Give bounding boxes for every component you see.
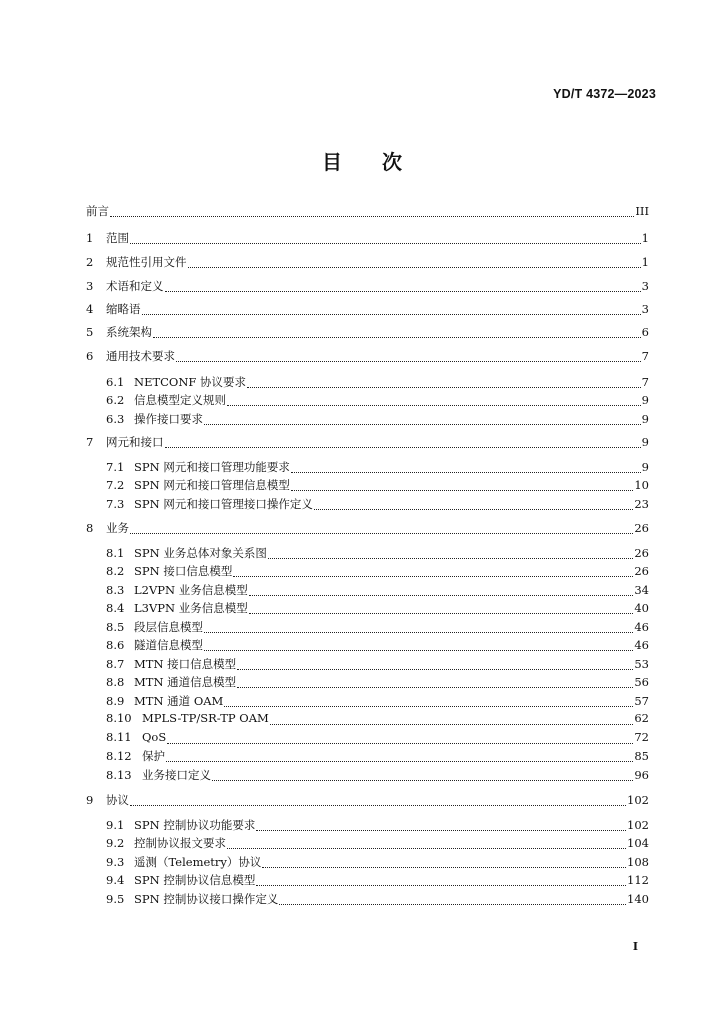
toc-entry-title: 缩略语	[106, 302, 141, 316]
toc-entry-number: 8.11	[106, 730, 132, 744]
toc-entry[interactable]	[106, 854, 649, 872]
toc-leader-dots	[130, 532, 633, 534]
toc-entry-title: 范围	[106, 231, 129, 245]
toc-entry-number: 7.3	[106, 497, 125, 511]
toc-entry-number: 9	[86, 793, 94, 807]
toc-entry-title: SPN 网元和接口管理功能要求	[134, 460, 290, 474]
toc-entry[interactable]	[106, 374, 649, 392]
toc-entry-page: 46	[634, 638, 649, 652]
toc-entry-title: 业务接口定义	[142, 768, 211, 782]
toc-entry-number: 6	[86, 349, 94, 363]
toc-entry[interactable]	[106, 392, 649, 410]
toc-leader-dots	[314, 508, 634, 510]
toc-entry-number: 8.8	[106, 675, 125, 689]
toc-leader-dots	[204, 423, 641, 425]
toc-entry-title: 术语和定义	[106, 279, 164, 293]
toc-entry-title: SPN 控制协议接口操作定义	[134, 892, 279, 906]
toc-leader-dots	[279, 903, 626, 905]
toc-entry-title: L3VPN 业务信息模型	[134, 601, 248, 615]
toc-leader-dots	[247, 386, 641, 388]
toc-entry-number: 8.12	[106, 749, 132, 763]
toc-leader-dots	[227, 847, 626, 849]
toc-entry[interactable]	[106, 637, 649, 655]
toc-entry-page: 46	[634, 620, 649, 634]
toc-entry[interactable]	[106, 872, 649, 890]
toc-entry-title: 规范性引用文件	[106, 255, 187, 269]
toc-entry-number: 8.10	[106, 711, 132, 725]
toc-entry[interactable]	[106, 891, 649, 909]
toc-entry[interactable]	[86, 203, 649, 221]
toc-entry[interactable]	[106, 496, 649, 514]
toc-entry-page: 56	[634, 675, 649, 689]
toc-entry-title: SPN 网元和接口管理接口操作定义	[134, 497, 313, 511]
toc-entry-page: 53	[634, 657, 649, 671]
toc-entry[interactable]	[86, 278, 649, 296]
toc-leader-dots	[110, 215, 634, 217]
toc-entry-title: 控制协议报文要求	[134, 836, 226, 850]
toc-entry-number: 9.4	[106, 873, 125, 887]
toc-entry-page: 9	[641, 393, 649, 407]
toc-entry-page: 57	[634, 694, 649, 708]
toc-entry[interactable]	[86, 254, 649, 272]
toc-entry-number: 8.4	[106, 601, 125, 615]
toc-entry-page: 26	[634, 546, 649, 560]
toc-entry-page: 9	[641, 412, 649, 426]
toc-entry-title: 信息模型定义规则	[134, 393, 226, 407]
toc-entry[interactable]	[86, 301, 649, 319]
toc-entry[interactable]	[86, 230, 649, 248]
standard-code: YD/T 4372—2023	[553, 87, 656, 101]
toc-leader-dots	[227, 404, 641, 406]
toc-entry-page: 112	[627, 873, 649, 887]
toc-entry-page: 23	[634, 497, 649, 511]
toc-entry-number: 8.1	[106, 546, 125, 560]
toc-entry-title: 遥测（Telemetry）协议	[134, 855, 262, 869]
toc-entry[interactable]	[86, 520, 649, 538]
toc-entry[interactable]	[106, 748, 649, 766]
toc-entry-title: SPN 网元和接口管理信息模型	[134, 478, 290, 492]
toc-entry-title: 保护	[142, 749, 165, 763]
toc-entry-number: 8.6	[106, 638, 125, 652]
toc-entry-title: 隧道信息模型	[134, 638, 203, 652]
toc-leader-dots	[249, 594, 634, 596]
toc-entry[interactable]	[106, 563, 649, 581]
toc-entry-title: 操作接口要求	[134, 412, 203, 426]
toc-entry-number: 6.1	[106, 375, 125, 389]
toc-entry-page: 10	[634, 478, 649, 492]
toc-entry[interactable]	[106, 545, 649, 563]
toc-leader-dots	[237, 668, 633, 670]
toc-entry-title: L2VPN 业务信息模型	[134, 583, 248, 597]
toc-entry-number: 8.7	[106, 657, 125, 671]
toc-entry-page: 3	[641, 279, 649, 293]
toc-entry-title: SPN 控制协议信息模型	[134, 873, 256, 887]
toc-entry-number: 7	[86, 435, 94, 449]
toc-entry[interactable]	[106, 619, 649, 637]
toc-leader-dots	[256, 829, 626, 831]
toc-entry-number: 9.2	[106, 836, 125, 850]
toc-entry-number: 8.13	[106, 768, 132, 782]
toc-entry-title: NETCONF 协议要求	[134, 375, 247, 389]
toc-entry-page: 34	[634, 583, 649, 597]
toc-leader-dots	[262, 866, 626, 868]
toc-entry-number: 8.9	[106, 694, 125, 708]
toc-entry[interactable]	[106, 730, 649, 748]
page-number: I	[632, 940, 638, 953]
toc-entry[interactable]	[106, 600, 649, 618]
toc-entry-number: 6.3	[106, 412, 125, 426]
toc-entry-page: 102	[627, 818, 649, 832]
toc-entry-page: 1	[641, 231, 649, 245]
toc-entry[interactable]	[86, 324, 649, 342]
toc-entry-title: 前言	[86, 204, 109, 218]
toc-entry-page: 40	[634, 601, 649, 615]
toc-entry-number: 2	[86, 255, 94, 269]
toc-leader-dots	[167, 742, 633, 744]
toc-leader-dots	[165, 446, 641, 448]
toc-leader-dots	[212, 779, 633, 781]
toc-entry-number: 6.2	[106, 393, 125, 407]
toc-entry[interactable]	[86, 348, 649, 366]
toc-entry[interactable]	[106, 817, 649, 835]
toc-leader-dots	[188, 266, 641, 268]
toc-entry-page: 102	[627, 793, 649, 807]
toc-entry-page: 72	[634, 730, 649, 744]
toc-entry-number: 1	[86, 231, 94, 245]
toc-entry[interactable]	[106, 835, 649, 853]
toc-entry[interactable]	[106, 477, 649, 495]
toc-entry[interactable]	[106, 711, 649, 729]
toc-entry-number: 8	[86, 521, 94, 535]
toc-title-part1: 目	[322, 150, 342, 174]
toc-entry-page: 1	[641, 255, 649, 269]
toc-entry-title: 网元和接口	[106, 435, 164, 449]
toc-entry-title: MTN 通道 OAM	[134, 694, 224, 708]
toc-leader-dots	[291, 471, 641, 473]
toc-entry-number: 3	[86, 279, 94, 293]
toc-leader-dots	[142, 313, 641, 315]
toc-leader-dots	[237, 686, 633, 688]
toc-entry-title: 协议	[106, 793, 129, 807]
toc-entry-title: SPN 控制协议功能要求	[134, 818, 256, 832]
toc-entry[interactable]	[106, 674, 649, 692]
toc-title	[0, 146, 724, 175]
toc-leader-dots	[130, 804, 626, 806]
toc-entry[interactable]	[86, 434, 649, 452]
toc-entry-page: 9	[641, 460, 649, 474]
toc-entry-number: 7.2	[106, 478, 125, 492]
toc-title-part2: 次	[382, 150, 402, 174]
toc-leader-dots	[204, 631, 633, 633]
toc-entry-title: SPN 业务总体对象关系图	[134, 546, 267, 560]
toc-entry-title: MPLS-TP/SR-TP OAM	[142, 711, 269, 725]
toc-entry-page: 6	[641, 325, 649, 339]
toc-leader-dots	[249, 612, 634, 614]
toc-entry-page: 85	[634, 749, 649, 763]
toc-entry-page: 104	[627, 836, 649, 850]
toc-leader-dots	[130, 242, 641, 244]
toc-entry-title: SPN 接口信息模型	[134, 564, 233, 578]
toc-entry-page: 7	[641, 349, 649, 363]
toc-entry[interactable]	[106, 459, 649, 477]
toc-entry[interactable]	[106, 693, 649, 711]
toc-entry-page: 3	[641, 302, 649, 316]
toc-entry-title: 段层信息模型	[134, 620, 203, 634]
toc-entry-number: 9.5	[106, 892, 125, 906]
toc-entry-page: 26	[634, 564, 649, 578]
toc-entry-number: 9.3	[106, 855, 125, 869]
toc-entry-title: 通用技术要求	[106, 349, 175, 363]
toc-leader-dots	[224, 705, 633, 707]
toc-leader-dots	[268, 557, 634, 559]
toc-entry-title: QoS	[142, 730, 167, 744]
toc-leader-dots	[204, 649, 633, 651]
toc-entry[interactable]	[106, 767, 649, 785]
toc-entry-title: MTN 接口信息模型	[134, 657, 237, 671]
toc-entry-page: 96	[634, 768, 649, 782]
toc-entry-number: 5	[86, 325, 94, 339]
toc-entry-page: 108	[627, 855, 649, 869]
toc-entry-number: 4	[86, 302, 94, 316]
toc-entry-page: 26	[634, 521, 649, 535]
toc-entry[interactable]	[86, 792, 649, 810]
toc-leader-dots	[233, 575, 633, 577]
toc-entry-title: 业务	[106, 521, 129, 535]
toc-entry-number: 8.3	[106, 583, 125, 597]
toc-leader-dots	[270, 723, 634, 725]
toc-leader-dots	[153, 336, 641, 338]
toc-entry[interactable]	[106, 582, 649, 600]
toc-entry-title: 系统架构	[106, 325, 152, 339]
toc-entry[interactable]	[106, 656, 649, 674]
toc-entry-page: 62	[634, 711, 649, 725]
toc-entry-number: 9.1	[106, 818, 125, 832]
toc-entry-number: 8.5	[106, 620, 125, 634]
toc-entry-page: III	[635, 204, 649, 218]
toc-entry-number: 8.2	[106, 564, 125, 578]
toc-leader-dots	[291, 489, 634, 491]
toc-entry-page: 9	[641, 435, 649, 449]
toc-leader-dots	[165, 290, 641, 292]
toc-entry-page: 7	[641, 375, 649, 389]
toc-entry-title: MTN 通道信息模型	[134, 675, 237, 689]
toc-leader-dots	[166, 760, 633, 762]
toc-entry-page: 140	[627, 892, 649, 906]
toc-entry[interactable]	[106, 411, 649, 429]
toc-entry-number: 7.1	[106, 460, 125, 474]
toc-leader-dots	[256, 884, 626, 886]
toc-leader-dots	[176, 360, 641, 362]
